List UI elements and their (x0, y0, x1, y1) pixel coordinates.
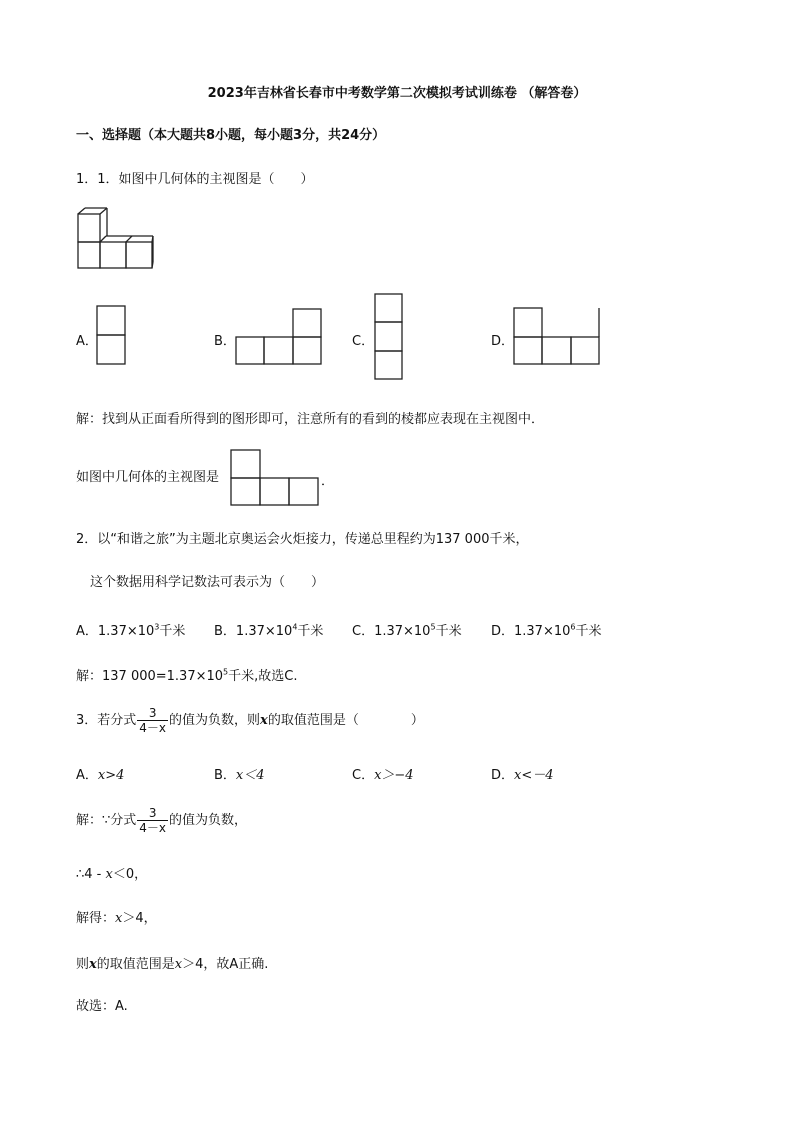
page-title: 2023年吉林省长春市中考数学第二次模拟考试训练卷 （解答卷） (207, 86, 587, 101)
q1-solution-line-2: 如图中几何体的主视图是 (76, 470, 220, 485)
q3-solution-line-4 (76, 953, 268, 972)
q2-option-a-unit: 千米 (159, 624, 186, 639)
q3-solution-1-suffix: 的值为负数， (169, 813, 248, 828)
q2-option-c-base: C．1.37×10 (352, 624, 431, 639)
q3-stem-middle: 的值为负数，则 (169, 713, 261, 728)
q3-solution-4-middle: 的取值范围是 (96, 957, 175, 972)
q3-solution-line-3 (76, 907, 157, 926)
q3-solution-3-prefix: 解得： (76, 911, 116, 926)
q3-option-b-label: B． (214, 768, 236, 783)
q3-solution-2-suffix: ＜0， (112, 867, 148, 882)
q3-stem (76, 706, 424, 735)
q2-stem-line-1: 2．以“和谐之旅”为主题北京奥运会火炬接力，传递总里程约为137 000千米， (76, 532, 529, 547)
section-heading: 一、选择题（本大题共8小题，每小题3分，共24分） (76, 128, 386, 143)
q1-option-b-label: B． (214, 334, 236, 349)
q2-solution (76, 665, 297, 684)
q2-option-c-exponent: 5 (430, 622, 436, 632)
q3-variable: x (260, 713, 268, 728)
q2-option-a (76, 620, 185, 639)
q2-option-b-exponent: 4 (292, 622, 298, 632)
q3-fraction-numerator: 3 (148, 706, 157, 720)
q3-solution-line-2 (76, 863, 147, 882)
q3-solution-1-prefix: 解：∵分式 (76, 813, 137, 828)
q1-solution-line-1: 解：找到从正面看所得到的图形即可，注意所有的看到的棱都应表现在主视图中． (76, 412, 545, 427)
q3-option-d (491, 764, 554, 783)
q2-stem-line-2: 这个数据用科学记数法可表示为（ ） (90, 575, 325, 590)
q1-solution-figure (0, 0, 1, 1)
q3-option-a-value: x>4 (97, 768, 125, 783)
q2-option-b (214, 620, 323, 639)
q3-fraction (137, 706, 168, 735)
q3-solution-2-prefix: ∴4 - (76, 867, 106, 882)
q2-solution-base: 解：137 000=1.37×10 (76, 669, 224, 684)
q2-solution-tail: 千米,故选C. (228, 669, 298, 684)
q3-solution-3-suffix: ＞4， (122, 911, 157, 926)
q3-solution-fraction-denominator: 4－x (139, 821, 167, 835)
q2-option-d (491, 620, 602, 639)
q3-solution-4-prefix: 则 (76, 957, 90, 972)
q2-option-c (352, 620, 462, 639)
q3-option-b-value: x＜4 (235, 768, 265, 783)
q3-option-a-label: A． (76, 768, 98, 783)
q3-solution-line-5: 故选：A. (76, 999, 128, 1014)
q3-fraction-denominator: 4－x (139, 721, 167, 735)
q3-solution-fraction (137, 806, 168, 835)
q3-option-d-value: x<－4 (514, 768, 554, 783)
q2-option-a-base: A．1.37×10 (76, 624, 155, 639)
q2-option-d-unit: 千米 (575, 624, 602, 639)
q3-option-b (214, 764, 265, 783)
q2-option-c-unit: 千米 (435, 624, 462, 639)
q3-option-c (352, 764, 414, 783)
q2-option-b-base: B．1.37×10 (214, 624, 293, 639)
q3-option-c-label: C． (352, 768, 375, 783)
q2-solution-exponent: 5 (223, 667, 229, 677)
q3-option-a (76, 764, 124, 783)
q3-stem-suffix: 的取值范围是（ ） (267, 713, 424, 728)
q3-solution-fraction-numerator: 3 (148, 806, 157, 820)
q3-solution-3-variable: x (115, 911, 123, 926)
q3-solution-line-1 (76, 806, 247, 835)
q1-option-a-label: A． (76, 334, 98, 349)
q3-solution-4-suffix: ＞4，故A正确. (182, 957, 269, 972)
q3-solution-2-variable: x (105, 867, 113, 882)
q3-option-d-label: D． (491, 768, 515, 783)
q1-stem: 1．1．如图中几何体的主视图是（ ） (76, 172, 314, 187)
q2-option-a-exponent: 3 (154, 622, 160, 632)
q3-option-c-value: x＞−4 (374, 768, 414, 783)
q3-stem-prefix: 3．若分式 (76, 713, 137, 728)
q3-solution-4-variable-2: x (174, 957, 183, 972)
q1-option-c-label: C． (352, 334, 375, 349)
q1-option-d-label: D． (491, 334, 515, 349)
q2-option-b-unit: 千米 (297, 624, 324, 639)
q2-option-d-base: D．1.37×10 (491, 624, 571, 639)
q3-solution-4-variable: x (89, 957, 97, 972)
q2-option-d-exponent: 6 (570, 622, 576, 632)
q1-solution-period: ． (321, 474, 335, 489)
